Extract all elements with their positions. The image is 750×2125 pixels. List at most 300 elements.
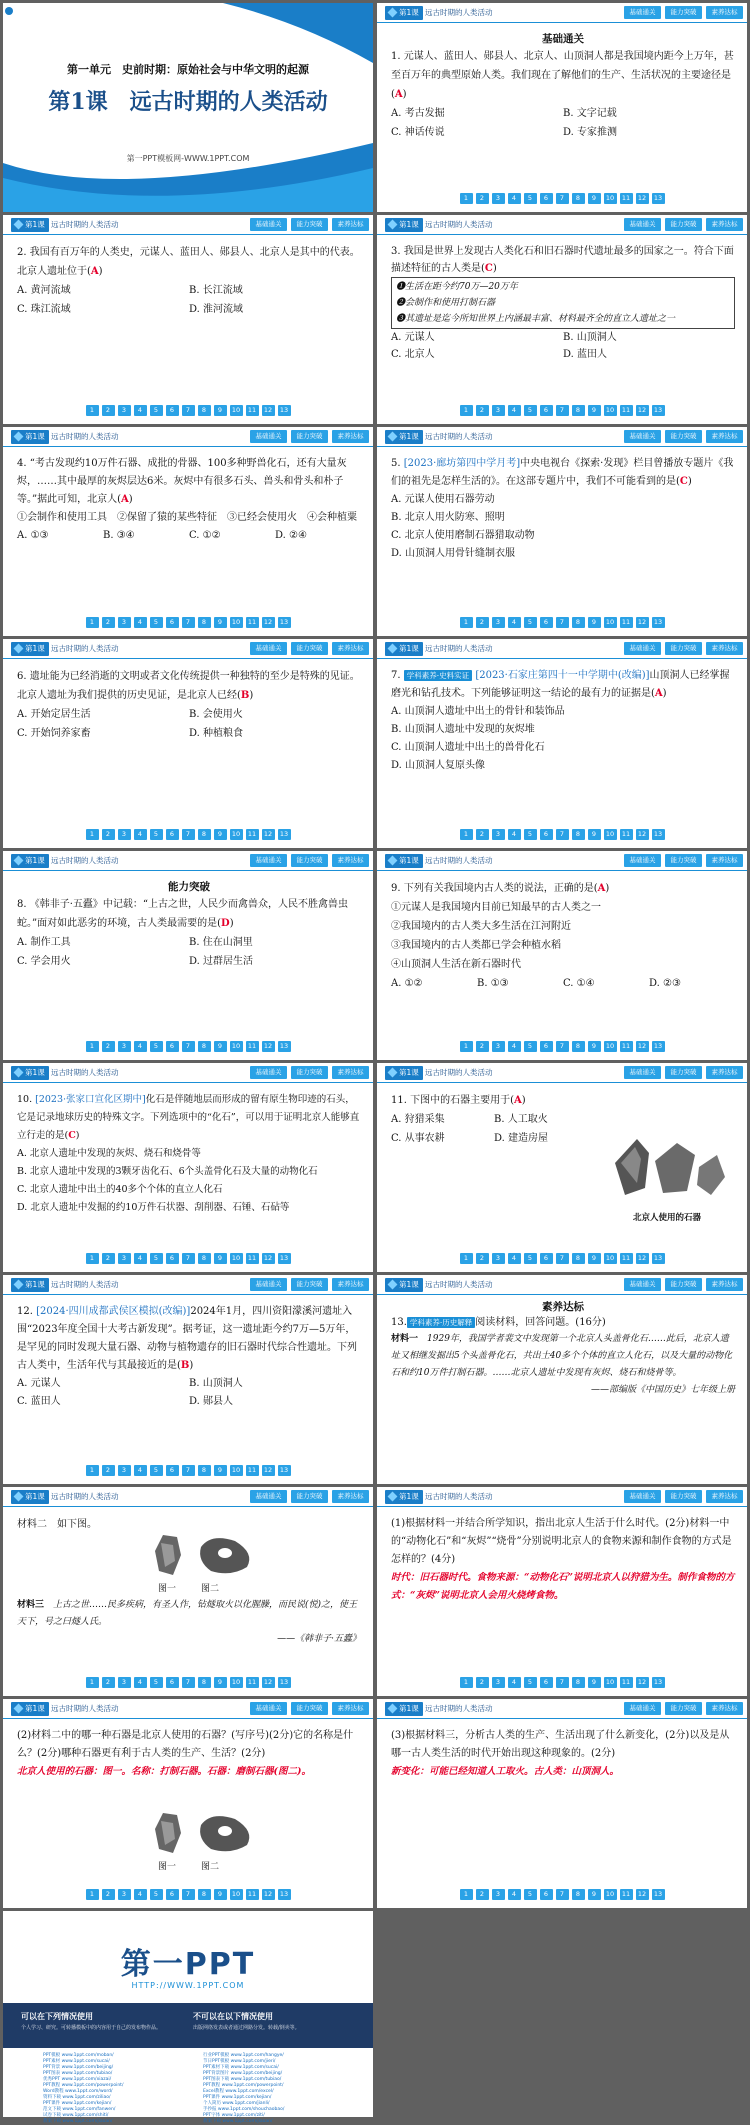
page-button-2[interactable]: 2 [476,1253,489,1264]
page-button-3[interactable]: 3 [118,1465,131,1476]
tab-ability[interactable]: 能力突破 [665,1066,702,1079]
page-button-7[interactable]: 7 [182,1253,195,1264]
tab-literacy[interactable]: 素养达标 [332,1702,369,1715]
page-button-13[interactable]: 13 [278,829,291,840]
tab-ability[interactable]: 能力突破 [291,642,328,655]
page-button-1[interactable]: 1 [460,1253,473,1264]
page-button-8[interactable]: 8 [572,405,585,416]
page-button-13[interactable]: 13 [652,1253,665,1264]
page-button-7[interactable]: 7 [182,829,195,840]
page-button-12[interactable]: 12 [262,1465,275,1476]
page-button-11[interactable]: 11 [620,829,633,840]
tab-basic[interactable]: 基础通关 [250,430,287,443]
page-button-2[interactable]: 2 [476,405,489,416]
page-button-1[interactable]: 1 [86,829,99,840]
page-button-5[interactable]: 5 [524,193,537,204]
tab-literacy[interactable]: 素养达标 [332,854,369,867]
page-button-13[interactable]: 13 [278,1041,291,1052]
page-button-2[interactable]: 2 [102,405,115,416]
pager[interactable] [3,405,373,416]
page-button-5[interactable]: 5 [524,405,537,416]
pager[interactable] [3,829,373,840]
page-button-1[interactable]: 1 [460,617,473,628]
page-button-1[interactable]: 1 [86,1465,99,1476]
page-button-12[interactable]: 12 [262,829,275,840]
page-button-13[interactable]: 13 [652,617,665,628]
page-button-9[interactable]: 9 [588,193,601,204]
page-button-9[interactable]: 9 [214,405,227,416]
slide-q8[interactable] [3,851,373,1060]
tab-basic[interactable]: 基础通关 [250,1702,287,1715]
page-button-4[interactable]: 4 [134,405,147,416]
page-button-5[interactable]: 5 [524,1041,537,1052]
pager[interactable] [377,829,747,840]
list-item: C. ①② [189,530,221,541]
tab-ability[interactable]: 能力突破 [291,1278,328,1291]
final-slide[interactable] [3,1911,373,2124]
page-button-8[interactable]: 8 [572,617,585,628]
page-button-12[interactable]: 12 [636,1253,649,1264]
page-button-2[interactable]: 2 [476,1677,489,1688]
page-button-10[interactable]: 10 [230,1253,243,1264]
pager[interactable] [377,193,747,204]
page-button-5[interactable]: 5 [150,617,163,628]
page-button-7[interactable]: 7 [182,617,195,628]
page-button-1[interactable]: 1 [460,1041,473,1052]
page-button-5[interactable]: 5 [150,1677,163,1688]
tab-literacy[interactable]: 素养达标 [332,642,369,655]
page-button-12[interactable]: 12 [636,193,649,204]
slide-q1[interactable] [377,3,747,212]
page-button-9[interactable]: 9 [214,1253,227,1264]
tab-basic[interactable]: 基础通关 [250,218,287,231]
page-button-10[interactable]: 10 [230,617,243,628]
page-button-6[interactable]: 6 [166,617,179,628]
page-button-13[interactable]: 13 [652,405,665,416]
tab-ability[interactable]: 能力突破 [665,1702,702,1715]
tab-literacy[interactable]: 素养达标 [706,1490,743,1503]
page-button-11[interactable]: 11 [620,1041,633,1052]
tab-basic[interactable]: 基础通关 [624,642,661,655]
page-button-6[interactable]: 6 [166,829,179,840]
slide-q3[interactable] [377,215,747,424]
page-button-8[interactable]: 8 [572,1041,585,1052]
page-button-4[interactable]: 4 [134,1465,147,1476]
tab-basic[interactable]: 基础通关 [624,218,661,231]
page-button-9[interactable]: 9 [214,829,227,840]
pager[interactable] [3,1465,373,1476]
tab-ability[interactable]: 能力突破 [665,218,702,231]
page-button-13[interactable]: 13 [652,1677,665,1688]
tab-basic[interactable]: 基础通关 [624,6,661,19]
page-button-12[interactable]: 12 [636,405,649,416]
page-button-11[interactable]: 11 [246,1465,259,1476]
page-button-5[interactable]: 5 [524,1253,537,1264]
tab-ability[interactable]: 能力突破 [291,218,328,231]
page-button-3[interactable]: 3 [492,617,505,628]
page-button-2[interactable]: 2 [102,1889,115,1900]
page-button-7[interactable]: 7 [182,1677,195,1688]
page-button-5[interactable]: 5 [524,1677,537,1688]
page-button-7[interactable]: 7 [556,617,569,628]
page-button-11[interactable]: 11 [620,405,633,416]
page-button-2[interactable]: 2 [102,1465,115,1476]
page-button-10[interactable]: 10 [604,1041,617,1052]
page-button-11[interactable]: 11 [246,1677,259,1688]
page-button-3[interactable]: 3 [118,405,131,416]
tab-basic[interactable]: 基础通关 [624,1066,661,1079]
page-button-10[interactable]: 10 [230,1041,243,1052]
page-button-4[interactable]: 4 [134,1889,147,1900]
page-button-4[interactable]: 4 [508,1889,521,1900]
page-button-6[interactable]: 6 [540,1889,553,1900]
slide-q7[interactable] [377,639,747,848]
pager[interactable] [377,1677,747,1688]
pager[interactable] [3,1041,373,1052]
page-button-6[interactable]: 6 [540,1041,553,1052]
page-button-9[interactable]: 9 [588,1041,601,1052]
page-button-6[interactable]: 6 [166,1253,179,1264]
page-button-6[interactable]: 6 [540,193,553,204]
page-button-5[interactable]: 5 [150,405,163,416]
page-button-11[interactable]: 11 [246,1889,259,1900]
page-button-7[interactable]: 7 [182,405,195,416]
tab-literacy[interactable]: 素养达标 [332,1278,369,1291]
page-button-12[interactable]: 12 [262,1889,275,1900]
page-button-10[interactable]: 10 [230,405,243,416]
tab-ability[interactable]: 能力突破 [665,1490,702,1503]
title-slide[interactable] [3,3,373,212]
page-button-2[interactable]: 2 [476,193,489,204]
slide-q13-material2[interactable] [3,1487,373,1696]
page-button-7[interactable]: 7 [556,1041,569,1052]
page-button-8[interactable]: 8 [198,1677,211,1688]
tab-ability[interactable]: 能力突破 [665,854,702,867]
tab-literacy[interactable]: 素养达标 [332,1066,369,1079]
page-button-6[interactable]: 6 [540,617,553,628]
page-button-1[interactable]: 1 [86,1889,99,1900]
page-button-13[interactable]: 13 [278,1253,291,1264]
tab-ability[interactable]: 能力突破 [291,1066,328,1079]
page-button-8[interactable]: 8 [198,617,211,628]
page-button-6[interactable]: 6 [166,1889,179,1900]
page-button-5[interactable]: 5 [150,1889,163,1900]
pager[interactable] [377,1041,747,1052]
page-button-10[interactable]: 10 [604,1889,617,1900]
tab-literacy[interactable]: 素养达标 [332,218,369,231]
page-button-6[interactable]: 6 [166,1041,179,1052]
pager[interactable] [3,1677,373,1688]
slide-q6[interactable] [3,639,373,848]
page-button-9[interactable]: 9 [588,405,601,416]
page-button-7[interactable]: 7 [182,1041,195,1052]
page-button-4[interactable]: 4 [134,829,147,840]
page-button-7[interactable]: 7 [556,193,569,204]
tab-ability[interactable]: 能力突破 [291,1702,328,1715]
list-item: D. 种植粮食 [189,728,244,739]
page-button-12[interactable]: 12 [636,1677,649,1688]
page-button-10[interactable]: 10 [604,1253,617,1264]
page-button-12[interactable]: 12 [262,1041,275,1052]
tab-basic[interactable]: 基础通关 [624,430,661,443]
page-button-1[interactable]: 1 [460,1677,473,1688]
page-button-3[interactable]: 3 [118,829,131,840]
page-button-3[interactable]: 3 [118,617,131,628]
page-button-11[interactable]: 11 [246,1041,259,1052]
page-button-3[interactable]: 3 [492,1677,505,1688]
page-button-5[interactable]: 5 [524,1889,537,1900]
page-button-8[interactable]: 8 [198,1253,211,1264]
page-button-13[interactable]: 13 [278,617,291,628]
page-button-8[interactable]: 8 [572,829,585,840]
page-button-11[interactable]: 11 [620,617,633,628]
slide-q11[interactable] [377,1063,747,1272]
page-button-8[interactable]: 8 [572,1253,585,1264]
page-button-4[interactable]: 4 [134,617,147,628]
page-button-1[interactable]: 1 [460,405,473,416]
tab-literacy[interactable]: 素养达标 [706,1702,743,1715]
page-button-3[interactable]: 3 [492,829,505,840]
page-button-5[interactable]: 5 [150,1253,163,1264]
tab-literacy[interactable]: 素养达标 [706,642,743,655]
page-button-8[interactable]: 8 [572,1889,585,1900]
page-button-13[interactable]: 13 [652,829,665,840]
brand-url[interactable]: HTTP://WWW.1PPT.COM [131,1981,245,1990]
page-button-6[interactable]: 6 [540,1253,553,1264]
page-button-6[interactable]: 6 [540,1677,553,1688]
page-button-8[interactable]: 8 [198,405,211,416]
pager[interactable] [3,1889,373,1900]
slide-q13-material1[interactable] [377,1275,747,1484]
page-button-10[interactable]: 10 [604,1677,617,1688]
page-button-5[interactable]: 5 [150,1465,163,1476]
page-button-7[interactable]: 7 [556,1889,569,1900]
page-button-1[interactable]: 1 [86,1253,99,1264]
page-button-11[interactable]: 11 [246,829,259,840]
page-button-10[interactable]: 10 [230,829,243,840]
tab-basic[interactable]: 基础通关 [250,642,287,655]
slide-q2[interactable] [3,215,373,424]
page-button-2[interactable]: 2 [102,617,115,628]
page-button-13[interactable]: 13 [278,1889,291,1900]
page-button-9[interactable]: 9 [214,1041,227,1052]
page-button-7[interactable]: 7 [182,1465,195,1476]
page-button-4[interactable]: 4 [508,193,521,204]
page-button-9[interactable]: 9 [588,617,601,628]
tab-basic[interactable]: 基础通关 [250,854,287,867]
page-button-13[interactable]: 13 [278,405,291,416]
tab-ability[interactable]: 能力突破 [291,1490,328,1503]
slide-q10[interactable] [3,1063,373,1272]
page-button-9[interactable]: 9 [588,1677,601,1688]
page-button-12[interactable]: 12 [636,1041,649,1052]
page-button-6[interactable]: 6 [166,1465,179,1476]
page-button-11[interactable]: 11 [246,405,259,416]
page-button-2[interactable]: 2 [102,1253,115,1264]
page-button-6[interactable]: 6 [540,405,553,416]
page-button-12[interactable]: 12 [262,1677,275,1688]
page-button-13[interactable]: 13 [652,1889,665,1900]
tab-ability[interactable]: 能力突破 [665,1278,702,1291]
page-button-2[interactable]: 2 [476,1041,489,1052]
link-list[interactable] [43,2053,363,2125]
pager[interactable] [3,1253,373,1264]
page-button-7[interactable]: 7 [182,1889,195,1900]
page-button-8[interactable]: 8 [198,829,211,840]
tab-literacy[interactable]: 素养达标 [332,1490,369,1503]
page-button-2[interactable]: 2 [476,1889,489,1900]
page-button-2[interactable]: 2 [476,617,489,628]
page-button-1[interactable]: 1 [86,1677,99,1688]
page-button-7[interactable]: 7 [556,1253,569,1264]
pager[interactable] [377,1253,747,1264]
page-button-3[interactable]: 3 [492,1253,505,1264]
tab-literacy[interactable]: 素养达标 [706,1278,743,1291]
page-button-1[interactable]: 1 [460,1889,473,1900]
page-button-12[interactable]: 12 [262,405,275,416]
page-button-1[interactable]: 1 [86,617,99,628]
page-button-9[interactable]: 9 [588,1253,601,1264]
page-button-11[interactable]: 11 [620,193,633,204]
page-button-8[interactable]: 8 [572,193,585,204]
page-button-3[interactable]: 3 [118,1889,131,1900]
page-button-2[interactable]: 2 [102,829,115,840]
page-button-10[interactable]: 10 [230,1677,243,1688]
pager[interactable] [377,617,747,628]
page-button-3[interactable]: 3 [492,1041,505,1052]
page-button-2[interactable]: 2 [476,829,489,840]
slide-q13-part1[interactable] [377,1487,747,1696]
page-button-13[interactable]: 13 [278,1677,291,1688]
page-button-13[interactable]: 13 [652,193,665,204]
page-button-13[interactable]: 13 [278,1465,291,1476]
tab-basic[interactable]: 基础通关 [624,854,661,867]
page-button-10[interactable]: 10 [604,193,617,204]
page-button-3[interactable]: 3 [118,1253,131,1264]
page-button-5[interactable]: 5 [524,829,537,840]
pager[interactable] [3,617,373,628]
page-button-12[interactable]: 12 [636,1889,649,1900]
page-button-11[interactable]: 11 [246,617,259,628]
page-button-12[interactable]: 12 [636,617,649,628]
page-button-12[interactable]: 12 [262,1253,275,1264]
tab-basic[interactable]: 基础通关 [624,1278,661,1291]
page-button-4[interactable]: 4 [508,1677,521,1688]
tab-literacy[interactable]: 素养达标 [706,6,743,19]
page-button-8[interactable]: 8 [198,1889,211,1900]
page-button-1[interactable]: 1 [460,829,473,840]
tab-basic[interactable]: 基础通关 [624,1490,661,1503]
page-button-6[interactable]: 6 [540,829,553,840]
page-button-3[interactable]: 3 [492,193,505,204]
slide-q13-part2[interactable] [3,1699,373,1908]
slide-q12[interactable] [3,1275,373,1484]
tab-basic[interactable]: 基础通关 [250,1278,287,1291]
tab-basic[interactable]: 基础通关 [624,1702,661,1715]
page-button-9[interactable]: 9 [214,617,227,628]
page-button-6[interactable]: 6 [166,405,179,416]
page-button-5[interactable]: 5 [524,617,537,628]
page-button-12[interactable]: 12 [636,829,649,840]
page-button-9[interactable]: 9 [214,1677,227,1688]
page-button-3[interactable]: 3 [118,1041,131,1052]
page-button-7[interactable]: 7 [556,829,569,840]
question-stem: 1. 元谋人、蓝田人、郧县人、北京人、山顶洞人都是我国境内距今上万年，甚至百万年的典型原始人类。我们现在了解他们的生产、生活状况的主要途径是(A) [391,51,734,100]
page-button-7[interactable]: 7 [556,1677,569,1688]
tab-ability[interactable]: 能力突破 [665,642,702,655]
tab-basic[interactable]: 基础通关 [250,1490,287,1503]
page-button-3[interactable]: 3 [118,1677,131,1688]
page-button-9[interactable]: 9 [214,1889,227,1900]
page-button-7[interactable]: 7 [556,405,569,416]
page-button-2[interactable]: 2 [102,1041,115,1052]
page-button-4[interactable]: 4 [134,1041,147,1052]
page-button-10[interactable]: 10 [604,829,617,840]
tab-basic[interactable]: 基础通关 [250,1066,287,1079]
slide-q5[interactable] [377,427,747,636]
page-button-9[interactable]: 9 [214,1465,227,1476]
pager[interactable] [377,405,747,416]
page-button-1[interactable]: 1 [86,405,99,416]
tab-ability[interactable]: 能力突破 [665,430,702,443]
page-button-4[interactable]: 4 [508,1041,521,1052]
slide-q13-part3[interactable] [377,1699,747,1908]
page-button-8[interactable]: 8 [198,1465,211,1476]
page-button-4[interactable]: 4 [134,1253,147,1264]
page-button-8[interactable]: 8 [572,1677,585,1688]
page-button-12[interactable]: 12 [262,617,275,628]
page-button-10[interactable]: 10 [604,405,617,416]
page-button-10[interactable]: 10 [230,1465,243,1476]
tab-ability[interactable]: 能力突破 [665,6,702,19]
page-button-3[interactable]: 3 [492,405,505,416]
page-button-3[interactable]: 3 [492,1889,505,1900]
slide-header [377,639,747,659]
tab-ability[interactable]: 能力突破 [291,854,328,867]
page-button-11[interactable]: 11 [246,1253,259,1264]
pager[interactable] [377,1889,747,1900]
page-button-9[interactable]: 9 [588,1889,601,1900]
tab-literacy[interactable]: 素养达标 [706,1066,743,1079]
page-button-6[interactable]: 6 [166,1677,179,1688]
page-button-8[interactable]: 8 [198,1041,211,1052]
page-button-11[interactable]: 11 [620,1253,633,1264]
page-button-1[interactable]: 1 [460,193,473,204]
page-button-1[interactable]: 1 [86,1041,99,1052]
tab-literacy[interactable]: 素养达标 [706,218,743,231]
page-button-4[interactable]: 4 [508,829,521,840]
tab-literacy[interactable]: 素养达标 [332,430,369,443]
page-button-11[interactable]: 11 [620,1677,633,1688]
page-button-13[interactable]: 13 [652,1041,665,1052]
tab-literacy[interactable]: 素养达标 [706,430,743,443]
page-button-4[interactable]: 4 [508,405,521,416]
page-button-10[interactable]: 10 [604,617,617,628]
slide-q4[interactable] [3,427,373,636]
page-button-4[interactable]: 4 [508,1253,521,1264]
page-button-2[interactable]: 2 [102,1677,115,1688]
page-button-9[interactable]: 9 [588,829,601,840]
tab-literacy[interactable]: 素养达标 [706,854,743,867]
tab-ability[interactable]: 能力突破 [291,430,328,443]
page-button-4[interactable]: 4 [508,617,521,628]
page-button-10[interactable]: 10 [230,1889,243,1900]
slide-q9[interactable] [377,851,747,1060]
page-button-5[interactable]: 5 [150,829,163,840]
page-button-5[interactable]: 5 [150,1041,163,1052]
page-button-11[interactable]: 11 [620,1889,633,1900]
page-button-4[interactable]: 4 [134,1677,147,1688]
